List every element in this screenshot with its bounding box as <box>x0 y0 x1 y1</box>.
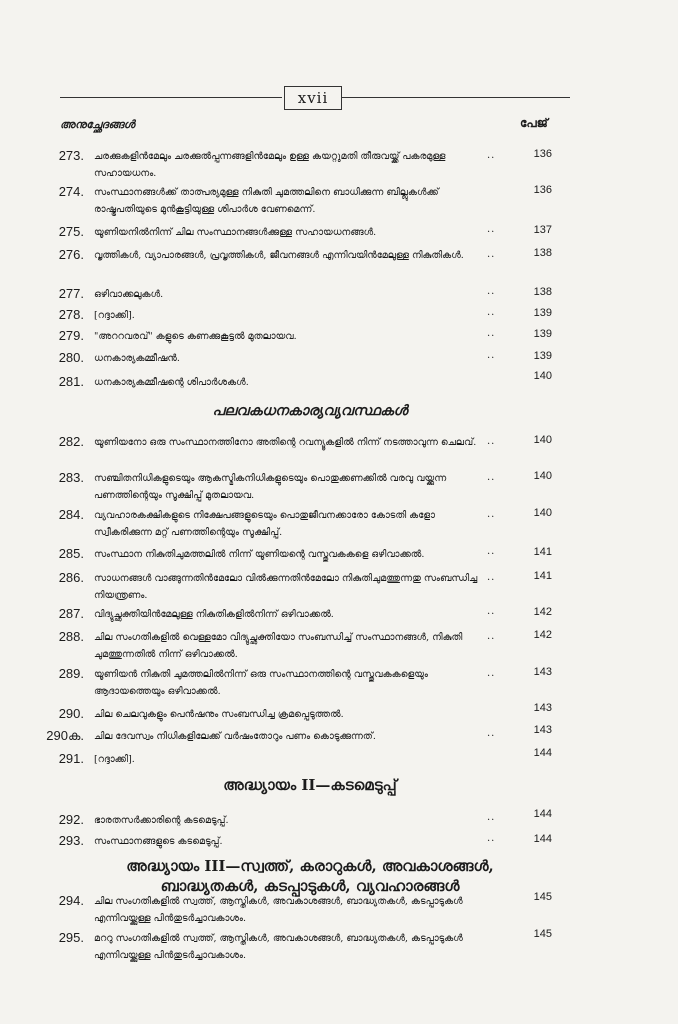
article-title: "അററവരവ്" കളുടെ കണക്കുകൂട്ടൽ മുതലായവ. <box>94 331 297 342</box>
leader-dots: .. <box>487 668 496 679</box>
article-title: ഒഴിവാക്കലുകൾ. <box>94 289 164 300</box>
leader-dots: .. <box>487 249 496 260</box>
page-ref: 143 <box>533 702 552 714</box>
article-number: 291. <box>58 751 84 766</box>
leader-dots: .. <box>487 286 496 297</box>
article-number: 273. <box>58 148 84 163</box>
leader-dots: .. <box>487 509 496 520</box>
article-number: 282. <box>58 434 84 449</box>
page-ref: 139 <box>533 350 552 362</box>
article-title: വൃത്തികൾ, വ്യാപാരങ്ങൾ, പ്രവൃത്തികൾ, ജീവനങ്ങൾ എന്നിവയിൻമേലുള്ള നികുതികൾ. <box>94 250 464 261</box>
page-ref: 140 <box>533 370 552 382</box>
leader-dots: .. <box>487 472 496 483</box>
article-title: യൂണിയനിൽനിന്ന് ചില സംസ്ഥാനങ്ങൾക്കുള്ള സഹായധനങ്ങൾ. <box>94 227 377 238</box>
article-title: സാധനങ്ങൾ വാങ്ങുന്നതിൻമേലോ വിൽക്കുന്നതിൻമേലോ നികുതിചുമത്തുന്നതു സംബന്ധിച്ച നിയന്ത്രണം. <box>94 573 478 601</box>
article-number: 293. <box>58 833 84 848</box>
page-ref: 144 <box>533 747 552 759</box>
article-number: 292. <box>58 812 84 827</box>
article-title: [റദ്ദാക്കി]. <box>94 754 135 765</box>
page-ref: 141 <box>533 570 552 582</box>
article-title: സംസ്ഥാനങ്ങളുടെ കടമെടുപ്പ്. <box>94 836 223 847</box>
article-number: 285. <box>58 546 84 561</box>
article-number: 277. <box>58 286 84 301</box>
article-title: യൂണിയനോ ഒരു സംസ്ഥാനത്തിനോ അതിന്റെ റവന്യൂകളിൽ നിന്ന് നടത്താവുന്ന ചെലവ്. <box>94 437 477 448</box>
leader-dots: .. <box>487 150 496 161</box>
article-title: ധനകാര്യകമ്മീഷന്റെ ശിപാർശകൾ. <box>94 377 249 388</box>
page-ref: 138 <box>533 286 552 298</box>
page-ref: 142 <box>533 606 552 618</box>
leader-dots: .. <box>487 572 496 583</box>
page-ref: 145 <box>533 928 552 940</box>
article-number: 295. <box>58 930 84 945</box>
article-number: 290ക. <box>46 728 84 743</box>
article-number: 280. <box>58 350 84 365</box>
page-ref: 141 <box>533 546 552 558</box>
page-ref: 140 <box>533 507 552 519</box>
article-number: 274. <box>58 184 84 199</box>
page-ref: 142 <box>533 629 552 641</box>
page-ref: 140 <box>533 470 552 482</box>
page-number: xvii <box>284 86 342 110</box>
article-number: 283. <box>58 470 84 485</box>
article-title: ചില ദേവസ്വം നിധികളിലേക്ക് വർഷംതോറും പണം കൊടുക്കുന്നത്. <box>94 731 376 742</box>
article-title: വ്യവഹാരകക്ഷികളുടെ നിക്ഷേപങ്ങളുടെയും പൊതുജീവനക്കാരോ കോടതി കളോ സ്വീകരിക്കുന്ന മറ്റ് പണത്തിന്റെയും സൂക്ഷിപ്പ്. <box>94 510 435 538</box>
leader-dots: .. <box>487 833 496 844</box>
leader-dots: .. <box>487 606 496 617</box>
article-number: 276. <box>58 247 84 262</box>
article-number: 288. <box>58 629 84 644</box>
article-title: ഭാരതസർക്കാരിന്റെ കടമെടുപ്പ്. <box>94 815 229 826</box>
page-ref: 136 <box>533 148 552 160</box>
page-ref: 140 <box>533 434 552 446</box>
header-rule-left <box>60 97 282 98</box>
page-ref: 145 <box>533 891 552 903</box>
header-rule-right <box>342 97 570 98</box>
article-number: 294. <box>58 893 84 908</box>
article-number: 286. <box>58 570 84 585</box>
page-ref: 143 <box>533 724 552 736</box>
section-heading: പലവകധനകാര്യവ്യവസ്ഥകൾ <box>212 403 408 419</box>
article-title: ചില സംഗതികളിൽ വെള്ളമോ വിദ്യുച്ഛക്തിയോ സംബന്ധിച്ച് സംസ്ഥാനങ്ങൾ, നികുതി ചുമത്തുന്നതിൽ നിന്ന് ഒഴിവാക്കൽ. <box>94 632 463 660</box>
article-title: ചരക്കുകളിൻമേലും ചരക്കുൽപ്പന്നങ്ങളിൻമേലും ഉള്ള കയറ്റുമതി തീരുവയ്ക്ക് പകരമുള്ള സഹായധനം. <box>94 151 446 179</box>
page-ref: 139 <box>533 328 552 340</box>
chapter-heading-line2: ബാദ്ധ്യതകൾ, കടപ്പാടുകൾ, വ്യവഹാരങ്ങൾ <box>160 877 460 895</box>
article-number: 275. <box>58 224 84 239</box>
chapter-heading-line1: അദ്ധ്യായം III—സ്വത്ത്, കരാറുകൾ, അവകാശങ്ങൾ, <box>126 857 494 875</box>
chapter-heading: അദ്ധ്യായം II—കടമെടുപ്പ് <box>223 776 397 794</box>
leader-dots: .. <box>487 436 496 447</box>
article-number: 278. <box>58 307 84 322</box>
article-title: ചില ചെലവുകളും പെൻഷനും സംബന്ധിച്ച ക്രമപ്പെടുത്തൽ. <box>94 709 344 720</box>
article-number: 281. <box>58 374 84 389</box>
article-number: 287. <box>58 606 84 621</box>
page-ref: 143 <box>533 666 552 678</box>
article-number: 279. <box>58 328 84 343</box>
leader-dots: .. <box>487 631 496 642</box>
leader-dots: .. <box>487 307 496 318</box>
page-ref: 144 <box>533 833 552 845</box>
leader-dots: .. <box>487 546 496 557</box>
leader-dots: .. <box>487 224 496 235</box>
leader-dots: .. <box>487 728 496 739</box>
page-ref: 136 <box>533 184 552 196</box>
column-header-articles: അനുച്ഛേദങ്ങൾ <box>60 118 135 131</box>
article-number: 290. <box>58 706 84 721</box>
article-title: മററു സംഗതികളിൽ സ്വത്ത്, ആസ്തികൾ, അവകാശങ്ങൾ, ബാദ്ധ്യതകൾ, കടപ്പാടുകൾ എന്നിവയ്ക്കുള്ള പിൻതുടർച്ചാവകാശം. <box>94 933 463 961</box>
page-ref: 144 <box>533 808 552 820</box>
leader-dots: .. <box>487 350 496 361</box>
leader-dots: .. <box>487 328 496 339</box>
leader-dots: .. <box>487 812 496 823</box>
page-ref: 139 <box>533 307 552 319</box>
article-number: 289. <box>58 666 84 681</box>
article-title: വിദ്യുച്ഛക്തിയിൻമേലുള്ള നികുതികളിൽനിന്ന് ഒഴിവാക്കൽ. <box>94 609 334 620</box>
article-title: ധനകാര്യകമ്മീഷൻ. <box>94 353 180 364</box>
article-title: ചില സംഗതികളിൽ സ്വത്ത്, ആസ്തികൾ, അവകാശങ്ങൾ, ബാദ്ധ്യതകൾ, കടപ്പാടുകൾ എന്നിവയ്ക്കുള്ള പിൻതുടർച്ചാവകാശം. <box>94 896 463 924</box>
article-title: യൂണിയൻ നികുതി ചുമത്തലിൽനിന്ന് ഒരു സംസ്ഥാനത്തിന്റെ വസ്തുവകകളെയും ആദായത്തെയും ഒഴിവാക്കൽ. <box>94 669 428 697</box>
page-ref: 138 <box>533 247 552 259</box>
column-header-page: പേജ് <box>520 116 548 130</box>
article-number: 284. <box>58 507 84 522</box>
article-title: സംസ്ഥാനങ്ങൾക്ക് താത്പര്യമുള്ള നികുതി ചുമത്തലിനെ ബാധിക്കുന്ന ബില്ലുകൾക്ക് രാഷ്ട്രപതിയുടെ മുൻകൂട്ടിയുള്ള ശിപാർശ വേണമെന്ന്. <box>94 187 439 215</box>
article-title: സഞ്ചിതനിധികളുടെയും ആകസ്മികനിധികളുടെയും പൊതുക്കണക്കിൽ വരവു വയ്ക്കുന്ന പണത്തിന്റെയും സൂക്ഷിപ്പ് മുതലായവ. <box>94 473 447 501</box>
article-title: [റദ്ദാക്കി]. <box>94 310 135 321</box>
page-ref: 137 <box>533 224 552 236</box>
article-title: സംസ്ഥാന നികുതിചുമത്തലിൽ നിന്ന് യൂണിയന്റെ വസ്തുവകകളെ ഒഴിവാക്കൽ. <box>94 549 425 560</box>
